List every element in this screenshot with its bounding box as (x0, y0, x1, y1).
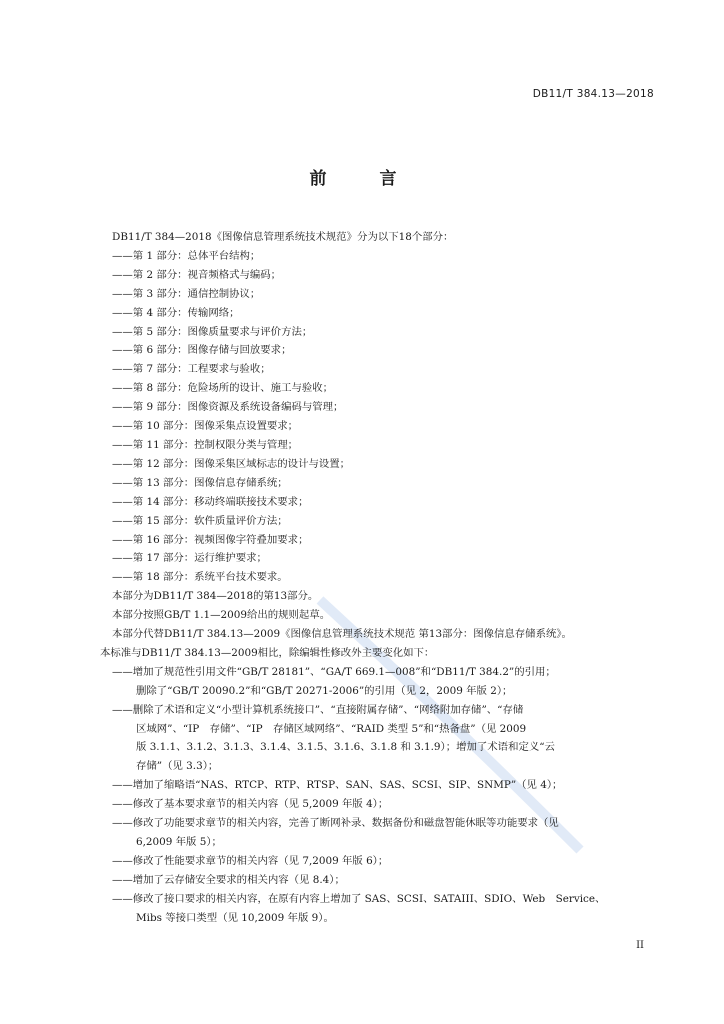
change-item (80, 795, 660, 814)
statements (80, 587, 660, 644)
part-item: ——第 7 部分：工程要求与验收； (112, 363, 271, 376)
part-item: ——第 6 部分：图像存储与回放要求； (112, 344, 292, 357)
statement-paragraph: 本部分按照GB/T 1.1—2009给出的规则起草。 (112, 609, 331, 622)
page-title: 前 言 (309, 169, 415, 189)
part-item: ——第 16 部分：视频图像字符叠加要求； (112, 533, 309, 546)
part-item: ——第 3 部分：通信控制协议； (112, 287, 261, 300)
statement-paragraph: 本部分代替DB11/T 384.13—2009《图像信息管理系统技术规范 第13部分：图像信息存储系统》。 (112, 628, 572, 641)
change-line: ——修改了性能要求章节的相关内容（见 7,2009 年版 6）； (112, 854, 389, 867)
change-item (80, 663, 660, 701)
change-item (80, 814, 660, 852)
page-number: II (636, 940, 644, 951)
change-line: ——增加了规范性引用文件“GB/T 28181”、“GA/T 669.1—008”和“DB11/T 384.2”的引用； (112, 665, 556, 678)
change-line: ——修改了接口要求的相关内容，在原有内容上增加了 SAS、SCSI、SATAIII、SDIO、Web Service、 (112, 892, 606, 905)
change-item (80, 890, 660, 928)
part-item: ——第 5 部分：图像质量要求与评价方法； (112, 325, 313, 338)
part-item: ——第 8 部分：危险场所的设计、施工与验收； (112, 382, 334, 395)
part-item: ——第 14 部分：移动终端联接技术要求； (112, 495, 309, 508)
change-continuation: 存储”（见 3.3）； (136, 760, 219, 773)
change-item (80, 701, 660, 777)
change-line: ——删除了术语和定义“小型计算机系统接口”、“直接附属存储”、“网络附加存储”、“存储 (112, 703, 524, 716)
parts-list (80, 247, 660, 587)
part-item: ——第 2 部分：视音频格式与编码； (112, 268, 282, 281)
document-id: DB11/T 384.13—2018 (532, 88, 654, 100)
change-line: ——修改了功能要求章节的相关内容，完善了断网补录、数据备份和磁盘智能休眠等功能要求（见 (112, 817, 559, 830)
part-item: ——第 13 部分：图像信息存储系统； (112, 476, 288, 489)
changes-list (80, 663, 660, 928)
part-item: ——第 12 部分：图像采集区域标志的设计与设置； (112, 457, 351, 470)
part-item: ——第 15 部分：软件质量评价方法； (112, 514, 288, 527)
change-line: ——修改了基本要求章节的相关内容（见 5,2009 年版 4）； (112, 798, 389, 811)
change-item (80, 776, 660, 795)
part-item: ——第 17 部分：运行维护要求； (112, 552, 267, 565)
changes-intro: 本标准与DB11/T 384.13—2009相比，除编辑性修改外主要变化如下： (100, 646, 435, 659)
part-item: ——第 9 部分：图像资源及系统设备编码与管理； (112, 401, 344, 414)
part-item: ——第 10 部分：图像采集点设置要求； (112, 420, 299, 433)
part-item: ——第 11 部分：控制权限分类与管理； (112, 438, 299, 451)
change-continuation: 删除了“GB/T 20090.2”和“GB/T 20271-2006”的引用（见 2，2009 年版 2）； (136, 684, 513, 697)
statement-paragraph: 本部分为DB11/T 384—2018的第13部分。 (112, 590, 319, 603)
part-item: ——第 1 部分：总体平台结构； (112, 249, 261, 262)
change-continuation: 版 3.1.1、3.1.2、3.1.3、3.1.4、3.1.5、3.1.6、3.1.8 和 3.1.9）；增加了术语和定义“云 (136, 741, 555, 754)
change-continuation: Mibs 等接口类型（见 10,2009 年版 9）。 (136, 911, 334, 924)
intro-paragraph: DB11/T 384—2018《图像信息管理系统技术规范》分为以下18个部分： (112, 231, 454, 243)
document-body (80, 228, 660, 928)
change-continuation: 区域网”、“IP 存储”、“IP 存储区域网络”、“RAID 类型 5”和“热备盘”（见 2009 (136, 722, 527, 735)
change-continuation: 6,2009 年版 5）； (136, 836, 222, 848)
change-line: ——增加了缩略语“NAS、RTCP、RTP、RTSP、SAN、SAS、SCSI、SIP、SNMP”（见 4）； (112, 779, 563, 792)
change-item (80, 852, 660, 871)
part-item: ——第 18 部分：系统平台技术要求。 (112, 571, 288, 584)
part-item: ——第 4 部分：传输网络； (112, 306, 240, 319)
change-item (80, 871, 660, 890)
change-line: ——增加了云存储安全要求的相关内容（见 8.4）； (112, 873, 345, 886)
